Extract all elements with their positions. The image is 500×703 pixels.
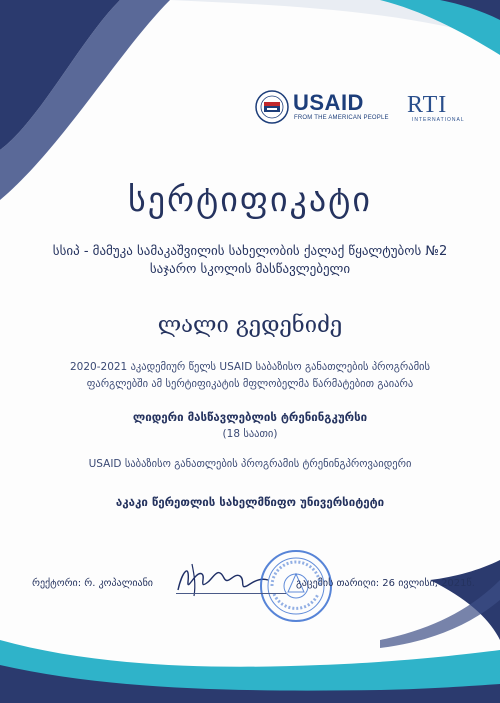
provider-name: აკაკი წერეთლის სახელმწიფო უნივერსიტეტი [115, 495, 385, 509]
usaid-seal-icon [255, 90, 289, 124]
school-line-1: სსიპ - მამუკა სამაკაშვილის სახელობის ქალაქ წყალტუბოს №2 [52, 244, 448, 259]
course-title: ლიდერი მასწავლებლის ტრენინგკურსი [132, 410, 368, 424]
recipient-name: ლალი გედენიძე [157, 313, 343, 338]
body-line-2: ფარგლებში ამ სერტიფიკატის მფლობელმა წარმატებით გაიარა [86, 378, 414, 390]
school-name [30, 243, 470, 279]
usaid-logo-text: USAID [293, 90, 364, 115]
certificate-body [50, 359, 450, 393]
issue-date: გაცემის თარიღი: 26 ივლისი, 2021წ. [296, 578, 475, 589]
provider-label: USAID საბაზისო განათლების პროგრამის ტრენინგპროვაიდერი [88, 458, 412, 470]
signature-line [176, 593, 286, 594]
rector-signatory: რექტორი: რ. კოპალიანი [32, 578, 153, 589]
sponsor-logos [255, 90, 475, 128]
usaid-tagline: FROM THE AMERICAN PEOPLE [294, 115, 389, 121]
body-line-1: 2020-2021 აკადემიურ წელს USAID საბაზისო განათლების პროგრამის [70, 361, 430, 373]
certificate-title: სერტიფიკატი [127, 180, 373, 220]
rti-tagline: INTERNATIONAL [412, 117, 465, 123]
school-line-2: საჯარო სკოლის მასწავლებელი [149, 262, 351, 277]
course-hours: (18 საათი) [222, 428, 278, 440]
rti-logo-text: RTI [407, 92, 448, 118]
